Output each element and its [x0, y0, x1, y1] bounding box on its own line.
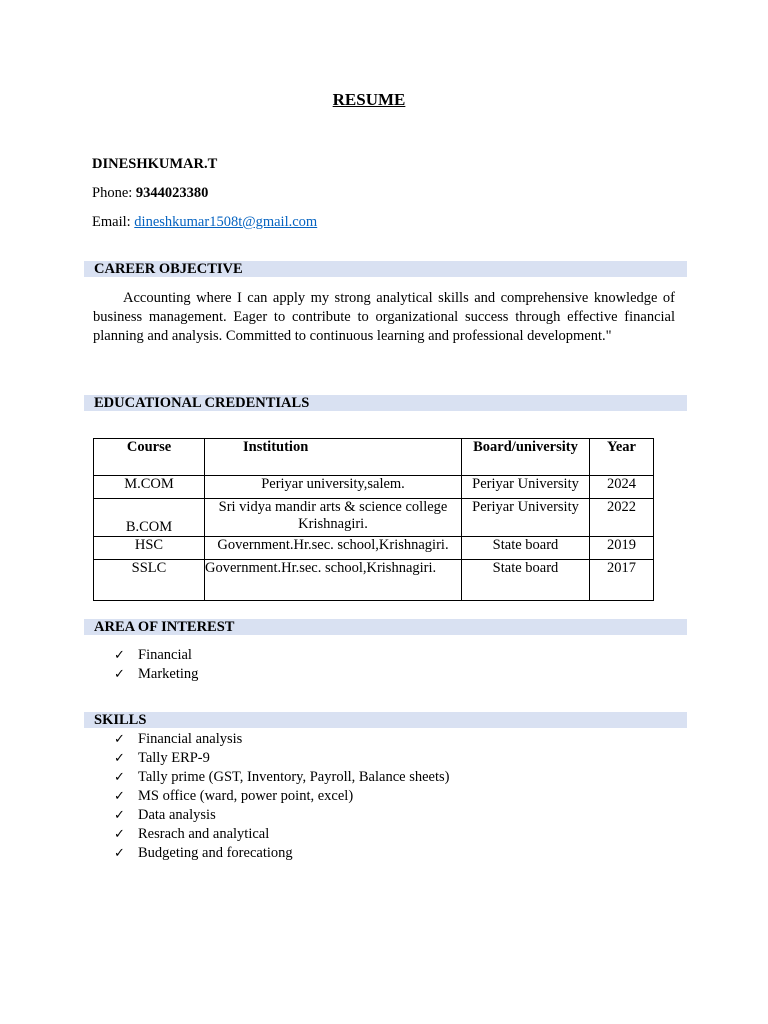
list-item — [114, 749, 449, 768]
cell-year: 2019 — [590, 537, 654, 560]
cell-year: 2017 — [590, 560, 654, 601]
cell-board: Periyar University — [462, 476, 590, 499]
check-icon: ✓ — [114, 827, 125, 842]
cell-institution: Sri vidya mandir arts & science college Krishnagiri. — [205, 499, 462, 537]
list-item — [114, 665, 198, 684]
section-heading: EDUCATIONAL CREDENTIALS — [94, 395, 310, 411]
section-career-objective — [84, 261, 687, 277]
cell-year: 2022 — [590, 499, 654, 537]
section-skills — [84, 712, 687, 728]
table-row — [94, 560, 654, 601]
check-icon: ✓ — [114, 751, 125, 766]
header-institution: Institution — [205, 439, 462, 476]
cell-course: B.COM — [94, 499, 205, 537]
cell-course: HSC — [94, 537, 205, 560]
phone-label: Phone: — [92, 185, 136, 201]
skill-label: Tally prime (GST, Inventory, Payroll, Balance sheets) — [138, 769, 450, 785]
skill-label: Budgeting and forecationg — [138, 845, 293, 861]
interest-label: Financial — [138, 647, 192, 663]
skill-label: Tally ERP-9 — [138, 750, 210, 766]
cell-institution: Government.Hr.sec. school,Krishnagiri. — [205, 560, 462, 601]
cell-board: Periyar University — [462, 499, 590, 537]
email-label: Email: — [92, 214, 135, 230]
list-item — [114, 730, 449, 749]
section-education — [84, 395, 687, 411]
list-item — [114, 844, 449, 863]
candidate-name: DINESHKUMAR.T — [92, 156, 218, 172]
interest-list — [114, 646, 198, 684]
section-heading: AREA OF INTEREST — [94, 619, 235, 635]
cell-institution: Periyar university,salem. — [205, 476, 462, 499]
list-item — [114, 646, 198, 665]
education-table — [93, 438, 654, 601]
table-row — [94, 476, 654, 499]
skills-list — [114, 730, 449, 863]
cell-course: M.COM — [94, 476, 205, 499]
cell-course: SSLC — [94, 560, 205, 601]
interest-label: Marketing — [138, 666, 199, 682]
phone-number: 9344023380 — [135, 185, 209, 201]
skill-label: Data analysis — [138, 807, 216, 823]
table-row — [94, 499, 654, 537]
section-heading: SKILLS — [94, 712, 147, 728]
email-link[interactable]: dineshkumar1508t@gmail.com — [134, 214, 318, 230]
skill-label: MS office (ward, power point, excel) — [138, 788, 354, 804]
check-icon: ✓ — [114, 648, 125, 663]
career-objective-text: Accounting where I can apply my strong analytical skills and comprehensive knowledge of business management. Eager to contribute to organizational success through effective financial planning and analysis. Committed to continuous learning and professional development." — [93, 290, 675, 344]
table-row — [94, 537, 654, 560]
list-item — [114, 806, 449, 825]
cell-board: State board — [462, 537, 590, 560]
check-icon: ✓ — [114, 667, 125, 682]
check-icon: ✓ — [114, 846, 125, 861]
page-title: RESUME — [332, 90, 406, 109]
header-board: Board/university — [462, 439, 590, 476]
list-item — [114, 825, 449, 844]
check-icon: ✓ — [114, 770, 125, 785]
phone-line — [92, 185, 208, 202]
section-heading: CAREER OBJECTIVE — [94, 261, 243, 277]
cell-board: State board — [462, 560, 590, 601]
section-area-of-interest — [84, 619, 687, 635]
header-course: Course — [94, 439, 205, 476]
check-icon: ✓ — [114, 808, 125, 823]
list-item — [114, 787, 449, 806]
table-header-row — [94, 439, 654, 476]
check-icon: ✓ — [114, 732, 125, 747]
email-line — [92, 214, 317, 231]
skill-label: Financial analysis — [138, 731, 243, 747]
cell-institution: Government.Hr.sec. school,Krishnagiri. — [205, 537, 462, 560]
skill-label: Resrach and analytical — [138, 826, 270, 842]
cell-year: 2024 — [590, 476, 654, 499]
header-year: Year — [590, 439, 654, 476]
check-icon: ✓ — [114, 789, 125, 804]
list-item — [114, 768, 449, 787]
